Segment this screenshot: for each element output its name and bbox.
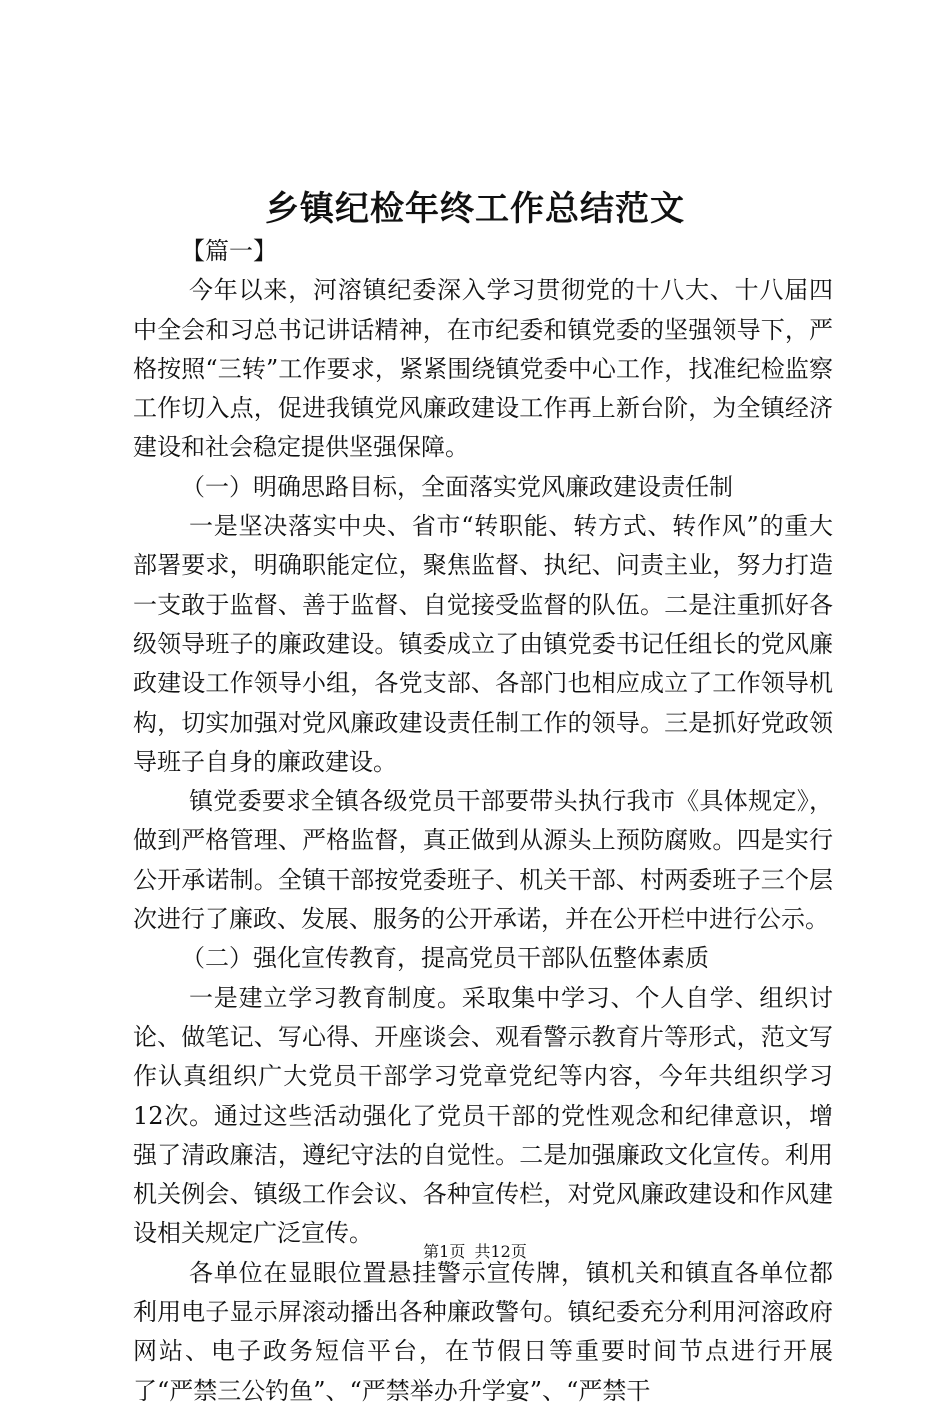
paragraph: 一是坚决落实中央、省市“转职能、转方式、转作风”的重大部署要求，明确职能定位，聚焦监督、执纪、问责主业，努力打造一支敢于监督、善于监督、自觉接受监督的队伍。二是注重抓好各级领导班子的廉政建设。镇委成立了由镇党委书记任组长的党风廉政建设工作领导小组，各党支部、各部门也相应成立了工作领导机构，切实加强对党风廉政建设责任制工作的领导。三是抓好党政领导班子自身的廉政建设。: [133, 512, 833, 776]
page-total: 共12页: [474, 1242, 527, 1261]
paragraph: 各单位在显眼位置悬挂警示宣传牌，镇机关和镇直各单位都利用电子显示屏滚动播出各种廉政警句。镇纪委充分利用河溶政府网站、电子政务短信平台，在节假日等重要时间节点进行开展了“严禁三公钓鱼”、“严禁举办升学宴”、“严禁干: [133, 1258, 833, 1405]
document-body: [133, 232, 833, 1411]
section-heading: （一）明确思路目标，全面落实党风廉政建设责任制: [181, 472, 733, 501]
page-footer: [0, 1240, 950, 1264]
section-marker: 【篇一】: [181, 237, 277, 265]
page-number: 第1页: [423, 1242, 466, 1261]
paragraph: 一是建立学习教育制度。采取集中学习、个人自学、组织讨论、做笔记、写心得、开座谈会、观看警示教育片等形式，范文写作认真组织广大党员干部学习党章党纪等内容，今年共组织学习12次。通过这些活动强化了党员干部的党性观念和纪律意识，增强了清政廉洁，遵纪守法的自觉性。二是加强廉政文化宣传。利用机关例会、镇级工作会议、各种宣传栏，对党风廉政建设和作风建设相关规定广泛宣传。: [133, 983, 833, 1248]
document-title: 乡镇纪检年终工作总结范文: [265, 189, 685, 229]
paragraph: 镇党委要求全镇各级党员干部要带头执行我市《具体规定》，做到严格管理、严格监督，真正做到从源头上预防腐败。四是实行公开承诺制。全镇干部按党委班子、机关干部、村两委班子三个层次进行了廉政、发展、服务的公开承诺，并在公开栏中进行公示。: [133, 787, 833, 934]
paragraph: 今年以来，河溶镇纪委深入学习贯彻党的十八大、十八届四中全会和习总书记讲话精神，在市纪委和镇党委的坚强领导下，严格按照“三转”工作要求，紧紧围绕镇党委中心工作，找准纪检监察工作切入点，促进我镇党风廉政建设工作再上新台阶，为全镇经济建设和社会稳定提供坚强保障。: [133, 276, 833, 462]
section-heading: （二）强化宣传教育，提高党员干部队伍整体素质: [181, 944, 709, 973]
